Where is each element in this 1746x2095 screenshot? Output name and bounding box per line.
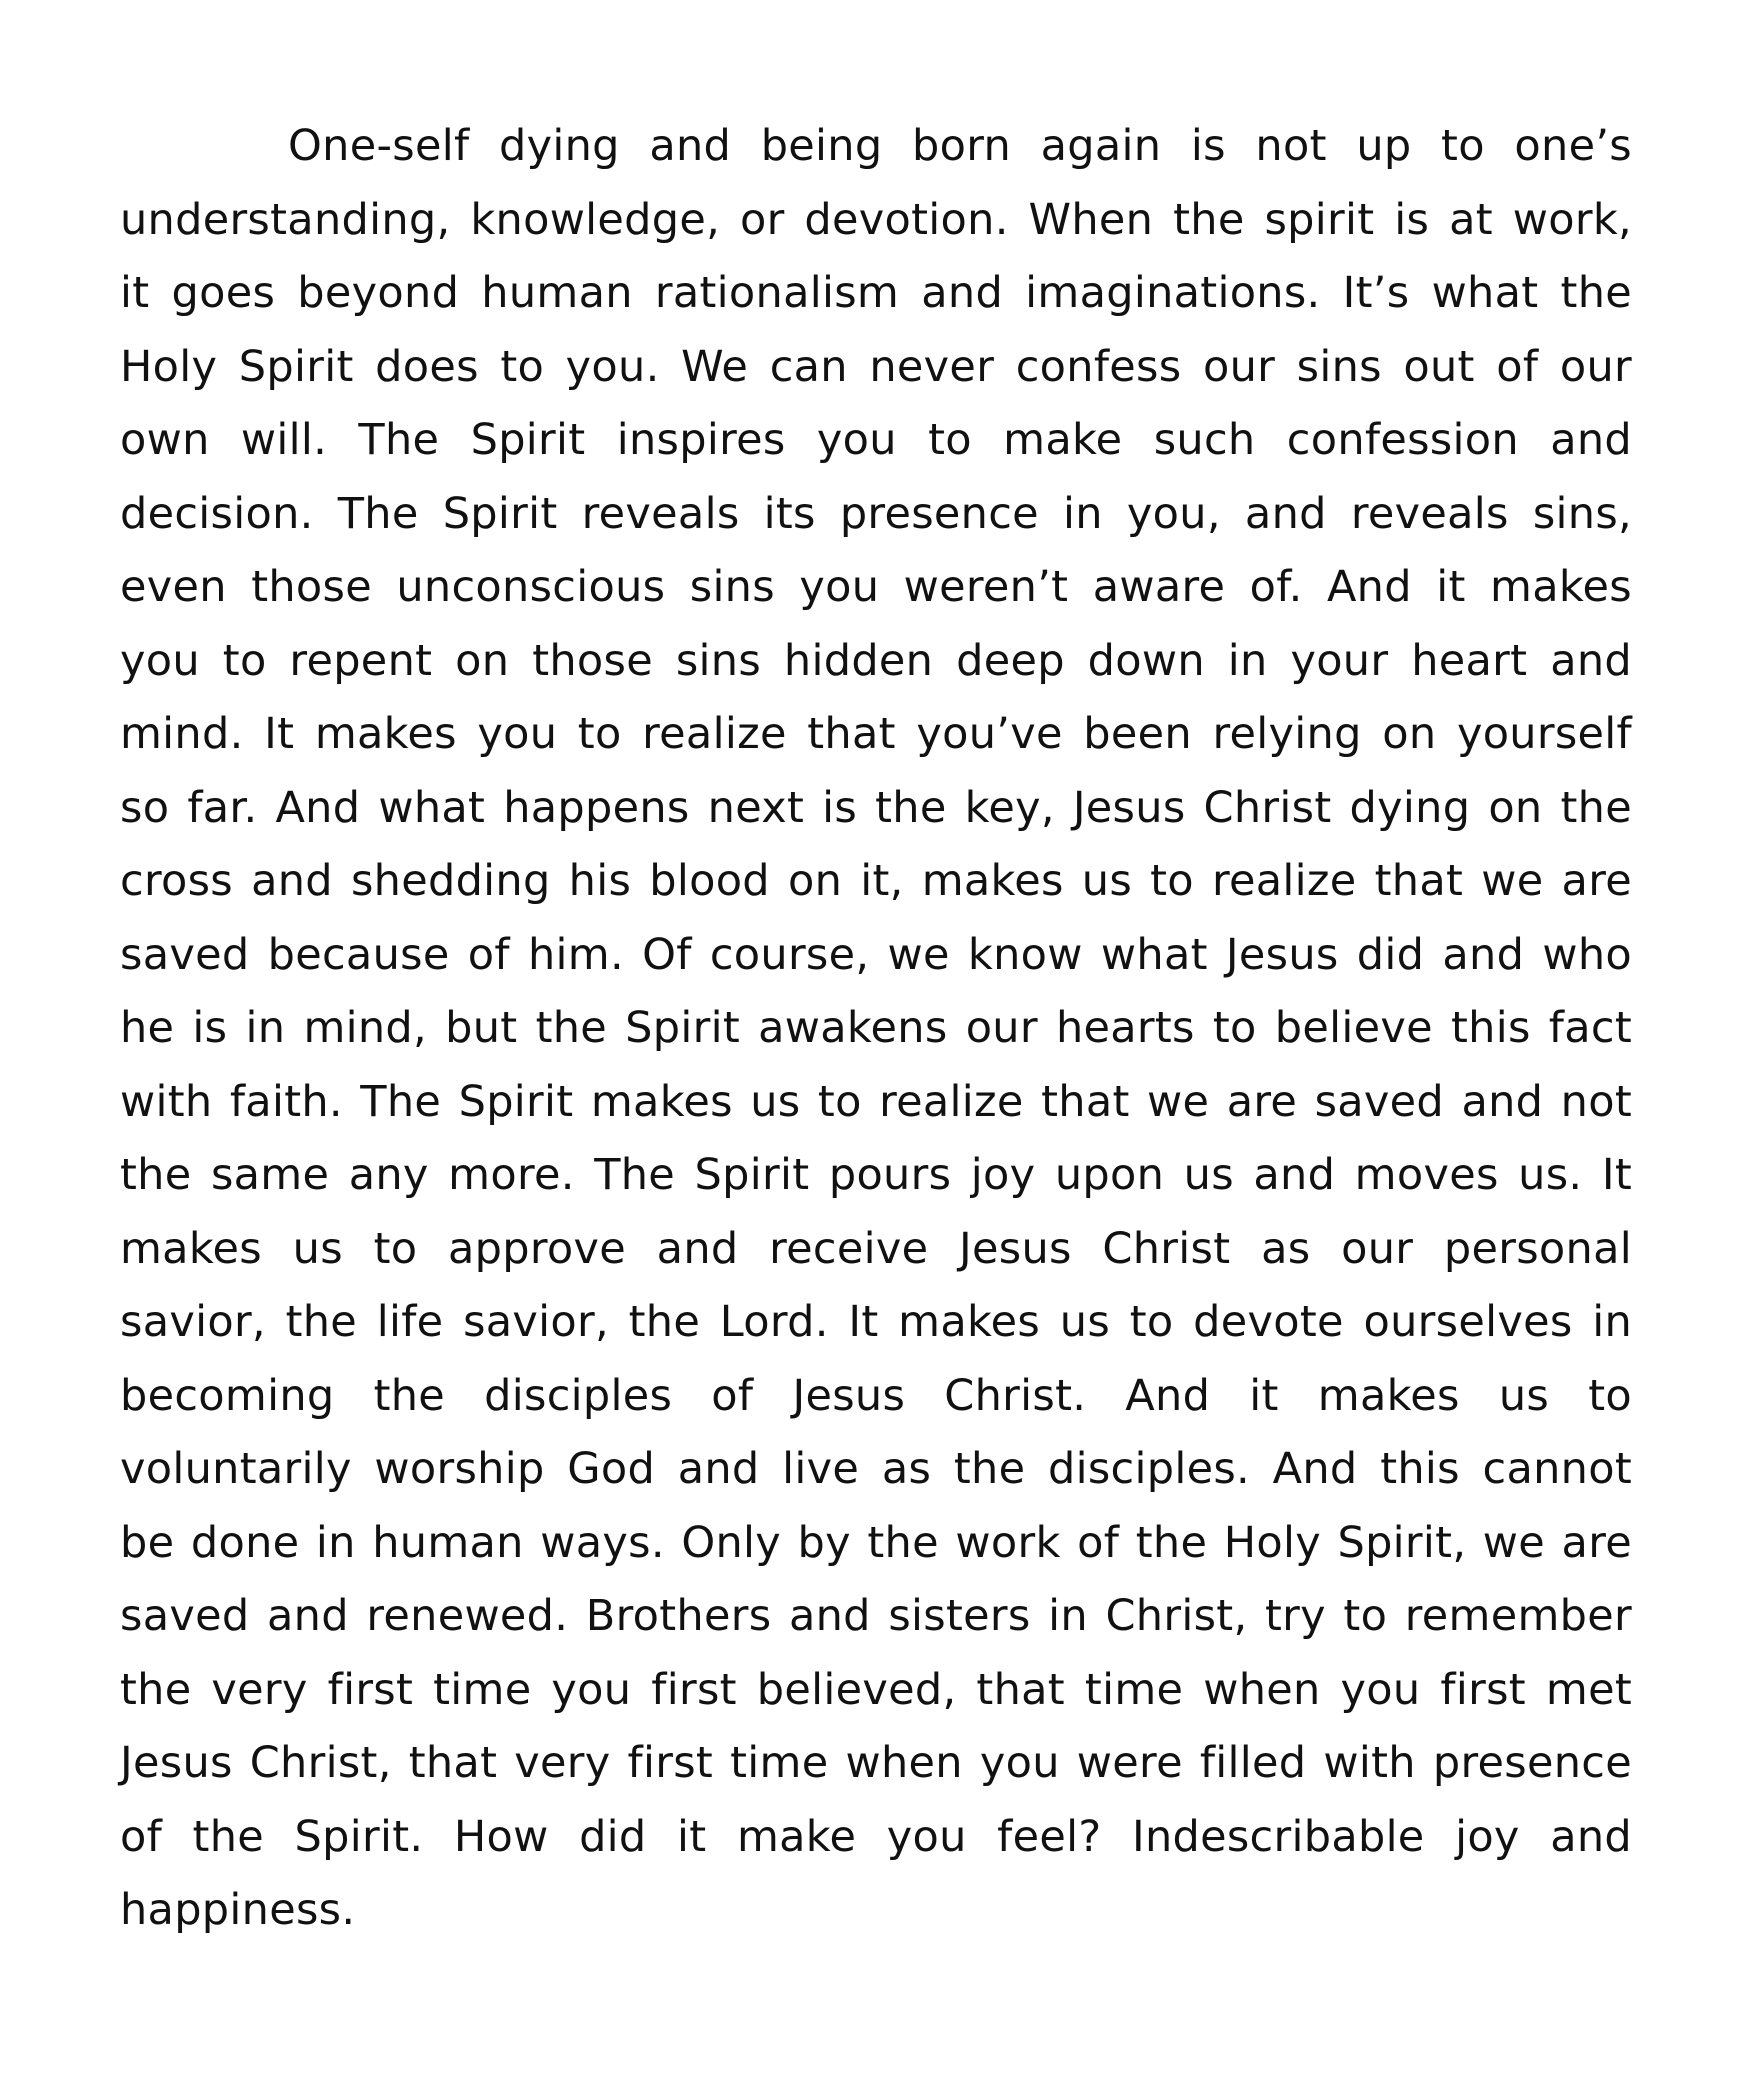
body-paragraph: One-self dying and being born again is not up to one’s understanding, knowledge, or devotion. When the spirit is at work, it goes beyond human rationalism and imaginations. It’s what the Holy Spirit does to you. We can never confess our sins out of our own will. The Spirit inspires you to make such confession and decision. The Spirit reveals its presence in you, and reveals sins, even those unconscious sins you weren’t aware of. And it makes you to repent on those sins hidden deep down in your heart and mind. It makes you to realize that you’ve been relying on yourself so far. And what happens next is the key, Jesus Christ dying on the cross and shedding his blood on it, makes us to realize that we are saved because of him. Of course, we know what Jesus did and who he is in mind, but the Spirit awakens our hearts to believe this fact with faith. The Spirit makes us to realize that we are saved and not the same any more. The Spirit pours joy upon us and moves us. It makes us to approve and receive Jesus Christ as our personal savior, the life savior, the Lord. It makes us to devote ourselves in becoming the disciples of Jesus Christ. And it makes us to voluntarily worship God and live as the disciples. And this cannot be done in human ways. Only by the work of the Holy Spirit, we are saved and renewed. Brothers and sisters in Christ, try to remember the very first time you first believed, that time when you first met Jesus Christ, that very first time when you were filled with presence of the Spirit. How did it make you feel? Indescribable joy and happiness. [120, 121, 1632, 1935]
document-page [120, 110, 1632, 1948]
